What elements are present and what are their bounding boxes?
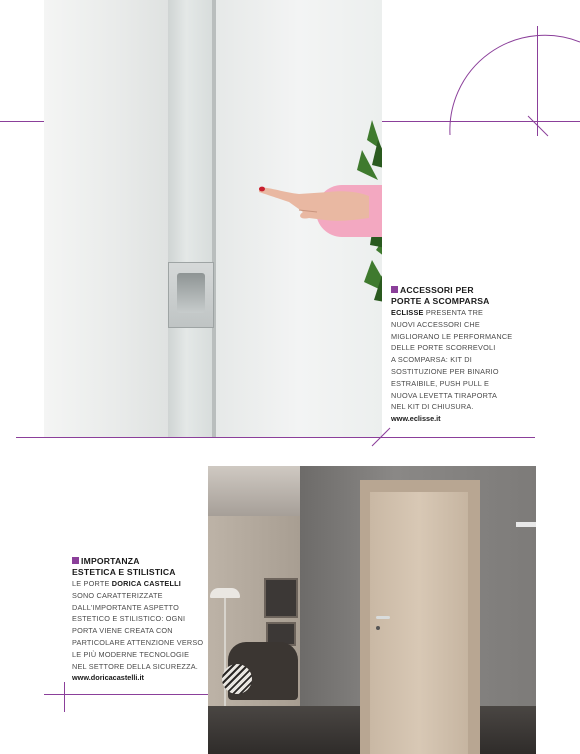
- website-link[interactable]: www.doricacastelli.it: [72, 673, 144, 683]
- striped-pouf: [222, 664, 252, 694]
- square-bullet-icon: [72, 557, 79, 564]
- arc-ornament: [440, 30, 580, 150]
- divider-line: [64, 682, 65, 712]
- brand-name: ECLISSE: [391, 308, 424, 317]
- recessed-door-handle: [168, 262, 214, 328]
- article-body: LE PORTE DORICA CASTELLI SONO CARATTERIZZATE DALL'IMPORTANTE ASPETTO ESTETICO E STILISTICO: OGNI PORTA VIENE CREATA CON PARTICOLARE ATTENZIONE VERSO LE PIÙ MODERNE TECNOLOGIE NEL SETTORE DELLA SICUREZZA. www.doricacastelli.it: [72, 579, 204, 683]
- pointing-hand: [259, 180, 371, 224]
- article-body: ECLISSE PRESENTA TRE NUOVI ACCESSORI CHE MIGLIORANO LE PERFORMANCE DELLE PORTE SCORREVOLI A SCOMPARSA: KIT DI SOSTITUZIONE PER BINARIO ESTRAIBILE, PUSH PULL E NUOVA LEVETTA TIRAPORTA NEL KIT DI CHIUSURA. www.eclisse.it: [391, 308, 513, 424]
- wall-picture: [264, 578, 298, 618]
- article-heading: ACCESSORI PER PORTE A SCOMPARSA: [391, 285, 490, 306]
- divider-line: [16, 437, 535, 438]
- interior-door-photo: [208, 466, 536, 754]
- article-heading: IMPORTANZA ESTETICA E STILISTICA: [72, 556, 176, 577]
- divider-line: [44, 694, 208, 695]
- article-eclisse: [391, 285, 526, 425]
- cross-ornament: [368, 424, 394, 450]
- website-link[interactable]: www.eclisse.it: [391, 414, 441, 424]
- article-dorica-castelli: [72, 556, 212, 684]
- wall-panel: [44, 0, 168, 437]
- keyhole-icon: [376, 626, 380, 630]
- floor-lamp: [210, 588, 240, 598]
- frosted-glass-strip: [168, 0, 214, 437]
- brand-name: DORICA CASTELLI: [111, 579, 182, 588]
- door-leaf: [370, 492, 468, 754]
- square-bullet-icon: [391, 286, 398, 293]
- wall-shelf: [516, 522, 536, 527]
- door-handle: [376, 616, 390, 619]
- sliding-door-photo: [44, 0, 382, 437]
- divider-line: [0, 121, 44, 122]
- ceiling: [208, 466, 300, 516]
